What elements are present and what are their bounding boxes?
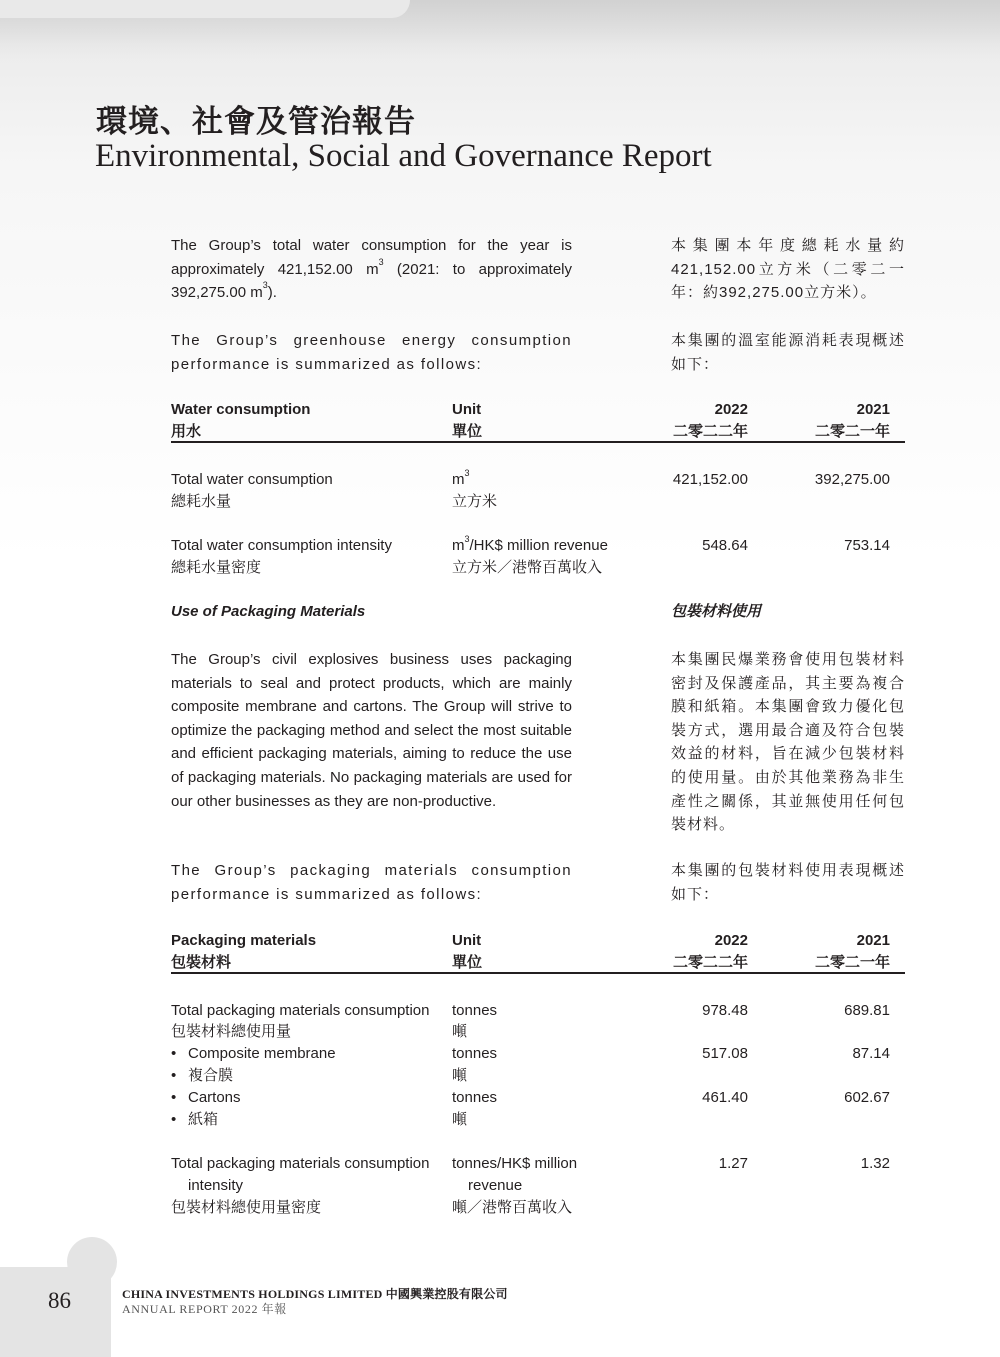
packaging-intensity-unit-en-2: revenue — [468, 1177, 523, 1194]
packaging-intensity-label-en-2: intensity — [188, 1177, 244, 1194]
packaging-composite-2022: 517.08 — [702, 1045, 748, 1062]
water-table-unit-zh: 單位 — [452, 423, 483, 440]
packaging-table-unit-en: Unit — [452, 932, 482, 949]
water-row1-label-en: Total water consumption — [171, 471, 333, 488]
water-table-year-2022-zh: 二零二二年 — [672, 423, 748, 440]
packaging-table-col1-en: Packaging materials — [171, 932, 317, 949]
packaging-total-2022: 978.48 — [702, 1002, 748, 1019]
water-row1-label-zh: 總耗水量 — [171, 493, 232, 510]
bullet-icon: • — [171, 1067, 177, 1084]
packaging-cartons-unit-zh: 噸 — [452, 1111, 468, 1128]
water-row1-unit-en: $m^3$ — [452, 468, 470, 488]
composite-label-zh-text: 複合膜 — [188, 1067, 234, 1084]
packaging-cartons-2021: 602.67 — [844, 1089, 890, 1106]
packaging-cartons-2022: 461.40 — [702, 1089, 748, 1106]
packaging-total-label-zh: 包裝材料總使用量 — [171, 1023, 292, 1040]
packaging-intensity-2022: 1.27 — [718, 1155, 748, 1172]
water-row2-label-zh: 總耗水量密度 — [171, 559, 262, 576]
water-table-col1-zh: 用水 — [171, 423, 202, 440]
water-para1-en: The Group’s total water consumption for the year is approximately 421,152.00 $m^3$ (2021: to approximately 392,275.00 $m^3$). — [171, 237, 572, 302]
cartons-label-zh-text: 紙箱 — [188, 1111, 219, 1128]
water-table-year-2022: 2022 — [714, 401, 748, 418]
bullet-icon: • — [171, 1089, 177, 1106]
packaging-intensity-unit-en-1: tonnes/HK$ million — [452, 1155, 578, 1172]
page-number: 86 — [48, 1288, 71, 1313]
water-row2-unit-en: $m^3/HK\$$ million revenue — [452, 534, 608, 554]
water-table-year-2021: 2021 — [856, 401, 890, 418]
packaging-table-year-2021-zh: 二零二一年 — [814, 954, 890, 971]
packaging-heading-zh: 包裝材料使用 — [671, 603, 762, 620]
packaging-table-year-2021: 2021 — [856, 932, 890, 949]
packaging-table-unit-zh: 單位 — [452, 954, 483, 971]
page-title-en: Environmental, Social and Governance Report — [95, 138, 712, 174]
packaging-table-year-2022: 2022 — [714, 932, 748, 949]
footer-company: CHINA INVESTMENTS HOLDINGS LIMITED 中國興業控股有限公司 — [122, 1287, 508, 1301]
water-table-unit-en: Unit — [452, 401, 482, 418]
water-row2-unit-zh: 立方米／港幣百萬收入 — [452, 559, 603, 576]
packaging-para2-zh: 本集團的包裝材料使用表現概述如下： — [671, 862, 905, 903]
packaging-total-2021: 689.81 — [844, 1002, 890, 1019]
packaging-composite-label-en — [171, 1043, 336, 1065]
packaging-cartons-label-en — [171, 1087, 241, 1109]
packaging-composite-label-zh — [171, 1065, 233, 1087]
page-top-tab — [0, 0, 410, 18]
packaging-total-label-en: Total packaging materials consumption — [171, 1002, 430, 1019]
packaging-composite-unit-zh: 噸 — [452, 1067, 468, 1084]
packaging-para1-zh: 本集團民爆業務會使用包裝材料密封及保護產品，其主要為複合膜和紙箱。本集團會致力優化包裝方式，選用最合適及符合包裝效益的材料，旨在減少包裝材料的使用量。由於其他業務為非生產性之關係，其並無使用任何包裝材料。 — [671, 651, 905, 834]
packaging-intensity-unit-zh: 噸／港幣百萬收入 — [452, 1199, 573, 1216]
packaging-table-col1-zh: 包裝材料 — [171, 954, 232, 971]
water-row1-2022: 421,152.00 — [672, 471, 748, 488]
packaging-heading-en: Use of Packaging Materials — [171, 603, 366, 620]
water-table-year-2021-zh: 二零二一年 — [814, 423, 890, 440]
water-row1-unit-zh: 立方米 — [452, 493, 498, 510]
water-para2-en: The Group’s greenhouse energy consumption performance is summarized as follows: — [171, 332, 572, 373]
water-row1-2021: 392,275.00 — [814, 471, 890, 488]
water-table-rule — [171, 441, 905, 443]
composite-label-text: Composite membrane — [188, 1045, 336, 1062]
packaging-para1-en: The Group’s civil explosives business uses packaging materials to seal and protect products, which are mainly composite membrane and cartons. The Group will strive to optimize the packaging method and select the most suitable and efficient packaging materials, aiming to reduce the use of packaging materials. No packaging materials are used for our other businesses as they are non-productive. — [171, 651, 572, 810]
packaging-intensity-label-en-1: Total packaging materials consumption — [171, 1155, 430, 1172]
packaging-intensity-label-zh: 包裝材料總使用量密度 — [171, 1199, 322, 1216]
footer-report: ANNUAL REPORT 2022 年報 — [122, 1302, 287, 1316]
packaging-table-year-2022-zh: 二零二二年 — [672, 954, 748, 971]
water-row2-2022: 548.64 — [702, 537, 748, 554]
water-row2-2021: 753.14 — [844, 537, 890, 554]
packaging-total-unit-en: tonnes — [452, 1002, 498, 1019]
bullet-icon: • — [171, 1045, 177, 1062]
water-table-col1-en: Water consumption — [171, 401, 311, 418]
bullet-icon: • — [171, 1111, 177, 1128]
packaging-cartons-unit-en: tonnes — [452, 1089, 498, 1106]
water-para2-zh: 本集團的溫室能源消耗表現概述如下： — [671, 332, 905, 373]
page-title-zh: 環境、社會及管治報告 — [96, 104, 416, 140]
packaging-composite-unit-en: tonnes — [452, 1045, 498, 1062]
packaging-table-rule — [171, 972, 905, 974]
packaging-total-unit-zh: 噸 — [452, 1023, 468, 1040]
water-para1-zh: 本集團本年度總耗水量約421,152.00立方米（二零二一年：約392,275.00立方米）。 — [671, 237, 905, 302]
packaging-intensity-2021: 1.32 — [860, 1155, 890, 1172]
packaging-composite-2021: 87.14 — [852, 1045, 890, 1062]
packaging-para2-en: The Group’s packaging materials consumption performance is summarized as follows: — [171, 862, 572, 903]
packaging-cartons-label-zh — [171, 1109, 218, 1131]
cartons-label-text: Cartons — [188, 1089, 241, 1106]
water-row2-label-en: Total water consumption intensity — [171, 537, 392, 554]
